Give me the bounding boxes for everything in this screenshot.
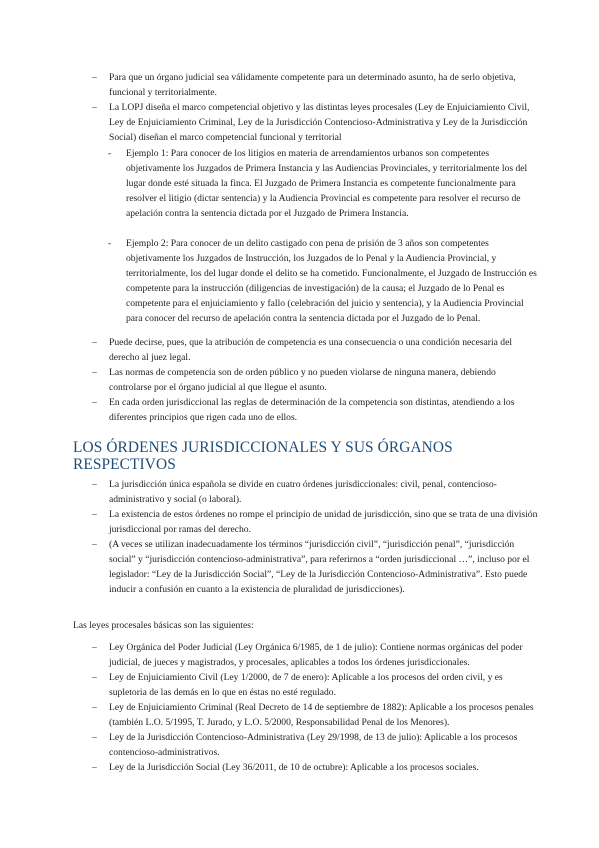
dash-bullet: – bbox=[92, 762, 97, 773]
list-item-text: Para que un órgano judicial sea válidamente competente para un determinado asunto, ha de serlo objetiva, funcional y territorialmente. bbox=[109, 72, 516, 98]
dash-bullet: – bbox=[92, 642, 97, 653]
list-item bbox=[92, 700, 540, 730]
list-item-text: En cada orden jurisdiccional las reglas de determinación de la competencia son distintas, atendiendo a los diferentes principios que rigen cada uno de ellos. bbox=[109, 397, 515, 423]
section-heading: LOS ÓRDENES JURISDICCIONALES Y SUS ÓRGANOS RESPECTIVOS bbox=[73, 439, 453, 473]
intro-paragraph: Las leyes procesales básicas son las siguientes: bbox=[73, 620, 254, 631]
list-item bbox=[92, 640, 540, 670]
list-item-text: (A veces se utilizan inadecuadamente los términos “jurisdicción civil”, “jurisdicción penal”, “jurisdicción social” y “jurisdicción contencioso-administrativa”, para referirnos a “orden jurisdiccional …”, incluso por el legislador: “Ley de la Jurisdicción Social”, “Ley de la Jurisdicción Contencioso-Administrativa”. Esto puede inducir a confusión en cuanto a la existencia de pluralidad de jurisdicciones). bbox=[109, 539, 530, 595]
dash-bullet: – bbox=[92, 367, 97, 378]
list-item bbox=[92, 365, 540, 395]
list-item-text: Ley de Enjuiciamiento Criminal (Real Decreto de 14 de septiembre de 1882): Aplicable a los procesos penales (también L.O. 5/1995, T. Jurado, y L.O. 5/2000, Responsabilidad Penal de los Menores). bbox=[109, 702, 534, 728]
dash-bullet: – bbox=[92, 479, 97, 490]
sub-list-item bbox=[108, 236, 540, 326]
list-item bbox=[92, 760, 540, 775]
dash-bullet: – bbox=[92, 72, 97, 83]
dash-bullet: – bbox=[92, 539, 97, 550]
dash-bullet: – bbox=[92, 337, 97, 348]
list-item-text: Ley de la Jurisdicción Contencioso-Administrativa (Ley 29/1998, de 13 de julio): Aplicable a los procesos contencioso-administrativos. bbox=[109, 732, 518, 758]
list-item-text: Ley de Enjuiciamiento Civil (Ley 1/2000, de 7 de enero): Aplicable a los procesos del orden civil, y es supletoria de las demás en lo que en éstas no esté regulado. bbox=[109, 672, 503, 698]
list-item bbox=[92, 100, 540, 145]
dash-bullet: – bbox=[92, 702, 97, 713]
dash-bullet: – bbox=[92, 672, 97, 683]
list-item bbox=[92, 477, 540, 507]
list-item-text: Ejemplo 2: Para conocer de un delito castigado con pena de prisión de 3 años son competentes objetivamente los Juzgados de Instrucción, los Juzgados de lo Penal y la Audiencia Provincial, y territorialmente, los del lugar donde el delito se ha cometido. Funcionalmente, el Juzgado de Instrucción es competente para la instrucción (diligencias de investigación) de la causa; el Juzgado de lo Penal es competente para el enjuiciamiento y fallo (celebración del juicio y sentencia), y la Audiencia Provincial para conocer del recurso de apelación contra la sentencia dictada por el Juzgado de lo Penal. bbox=[126, 238, 537, 324]
dash-bullet: – bbox=[92, 732, 97, 743]
list-item-text: Ley de la Jurisdicción Social (Ley 36/2011, de 10 de octubre): Aplicable a los procesos sociales. bbox=[109, 762, 479, 773]
list-item bbox=[92, 395, 540, 425]
dash-bullet: – bbox=[92, 509, 97, 520]
dash-bullet: – bbox=[92, 397, 97, 408]
list-item bbox=[92, 507, 540, 537]
hyphen-bullet: - bbox=[108, 148, 112, 159]
list-item-text: Ejemplo 1: Para conocer de los litigios en materia de arrendamientos urbanos son competentes objetivamente los Juzgados de Primera Instancia y las Audiencias Provinciales, y territorialmente los del lugar donde esté situada la finca. El Juzgado de Primera Instancia es competente funcionalmente para resolver el litigio (dictar sentencia) y la Audiencia Provincial es competente para resolver el recurso de apelación contra la sentencia dictada por el Juzgado de Primera Instancia. bbox=[126, 148, 528, 219]
list-item-text: Las normas de competencia son de orden público y no pueden violarse de ninguna manera, debiendo controlarse por el órgano judicial al que llegue el asunto. bbox=[109, 367, 496, 393]
list-item-text: La jurisdicción única española se divide en cuatro órdenes jurisdiccionales: civil, penal, contencioso-administrativo y social (o laboral). bbox=[109, 479, 497, 505]
list-item-text: La existencia de estos órdenes no rompe el principio de unidad de jurisdicción, sino que se trata de una división jurisdiccional por ramas del derecho. bbox=[109, 509, 538, 535]
list-item bbox=[92, 335, 540, 365]
list-item bbox=[92, 70, 540, 100]
sub-list-item bbox=[108, 146, 540, 221]
dash-bullet: – bbox=[92, 102, 97, 113]
list-item-text: Ley Orgánica del Poder Judicial (Ley Orgánica 6/1985, de 1 de julio): Contiene normas orgánicas del poder judicial, de jueces y magistrados, y procesales, aplicables a todos los órdenes jurisdiccionales. bbox=[109, 642, 523, 668]
list-item-text: Puede decirse, pues, que la atribución de competencia es una consecuencia o una condición necesaria del derecho al juez legal. bbox=[109, 337, 513, 363]
list-item bbox=[92, 730, 540, 760]
list-item-text: La LOPJ diseña el marco competencial objetivo y las distintas leyes procesales (Ley de Enjuiciamiento Civil, Ley de Enjuiciamiento Criminal, Ley de la Jurisdicción Contencioso-Administrativa y Ley de la Jurisdicción Social) diseñan el marco competencial funcional y territorial bbox=[109, 102, 530, 143]
list-item bbox=[92, 670, 540, 700]
list-item bbox=[92, 537, 540, 597]
hyphen-bullet: - bbox=[108, 238, 112, 249]
